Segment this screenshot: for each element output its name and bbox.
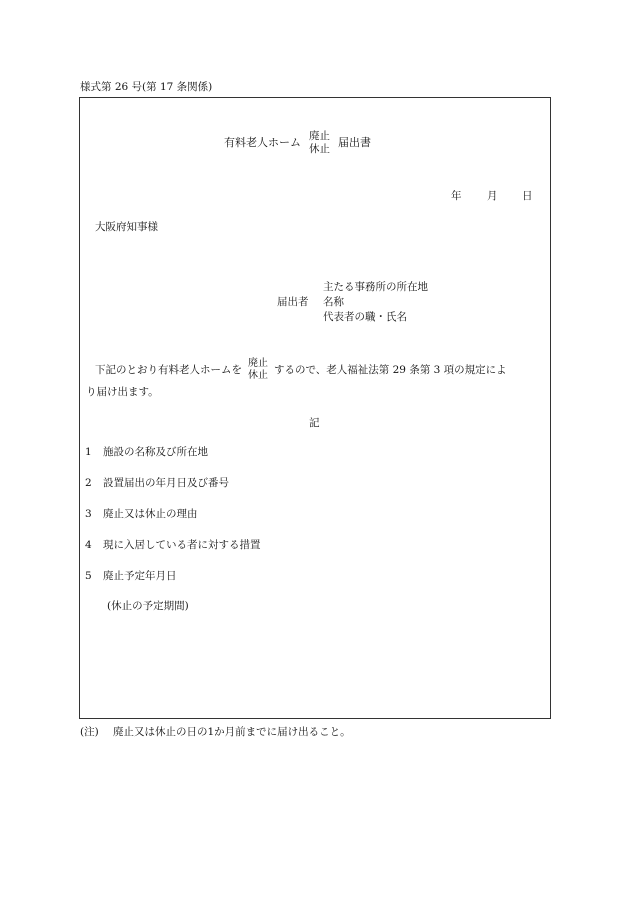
- statement-after: するので、老人福祉法第 29 条第 3 項の規定によ: [274, 363, 507, 376]
- document-title: [224, 130, 371, 155]
- list-item: [85, 478, 229, 489]
- footnote-text: 廃止又は休止の日の1か月前までに届け出ること。: [113, 726, 351, 738]
- applicant-representative: 代表者の職・氏名: [323, 311, 407, 323]
- item-text: 廃止予定年月日: [103, 570, 177, 582]
- addressee: 大阪府知事様: [95, 221, 158, 233]
- form-frame: [79, 97, 551, 719]
- list-item: [85, 540, 261, 551]
- statement-line-1: [95, 358, 507, 382]
- ki-heading: 記: [309, 417, 320, 429]
- title-choice-suspend: 休止: [309, 142, 330, 155]
- item-text: 現に入居している者に対する措置: [103, 539, 261, 551]
- item-5-subnote: (休止の予定期間): [107, 600, 189, 612]
- item-text: 廃止又は休止の理由: [103, 508, 198, 520]
- item-number: 3: [85, 508, 92, 520]
- item-text: 設置届出の年月日及び番号: [103, 477, 229, 489]
- list-item: [85, 447, 208, 458]
- item-number: 4: [85, 539, 92, 551]
- applicant-label: 届出者: [277, 296, 309, 308]
- date-month: 月: [487, 190, 498, 202]
- statement-choice: [248, 358, 268, 382]
- list-item: [85, 571, 177, 582]
- form-label: 様式第 26 号(第 17 条関係): [80, 81, 213, 93]
- title-choice: [309, 130, 330, 155]
- applicant-office-location: 主たる事務所の所在地: [323, 281, 428, 293]
- item-number: 5: [85, 570, 92, 582]
- title-suffix: 届出書: [338, 136, 371, 150]
- applicant-name: 名称: [323, 296, 344, 308]
- title-choice-abolish: 廃止: [309, 130, 330, 142]
- statement-before: 下記のとおり有料老人ホームを: [95, 363, 242, 376]
- item-number: 1: [85, 446, 92, 458]
- date-year: 年: [451, 190, 462, 202]
- footnote-label: (注): [80, 726, 99, 738]
- item-number: 2: [85, 477, 92, 489]
- statement-choice-abolish: 廃止: [248, 358, 268, 369]
- statement-line-2: り届け出ます。: [86, 386, 159, 398]
- list-item: [85, 509, 198, 520]
- title-prefix: 有料老人ホーム: [224, 136, 301, 150]
- item-text: 施設の名称及び所在地: [103, 446, 208, 458]
- date-day: 日: [522, 190, 533, 202]
- statement-choice-suspend: 休止: [248, 370, 268, 381]
